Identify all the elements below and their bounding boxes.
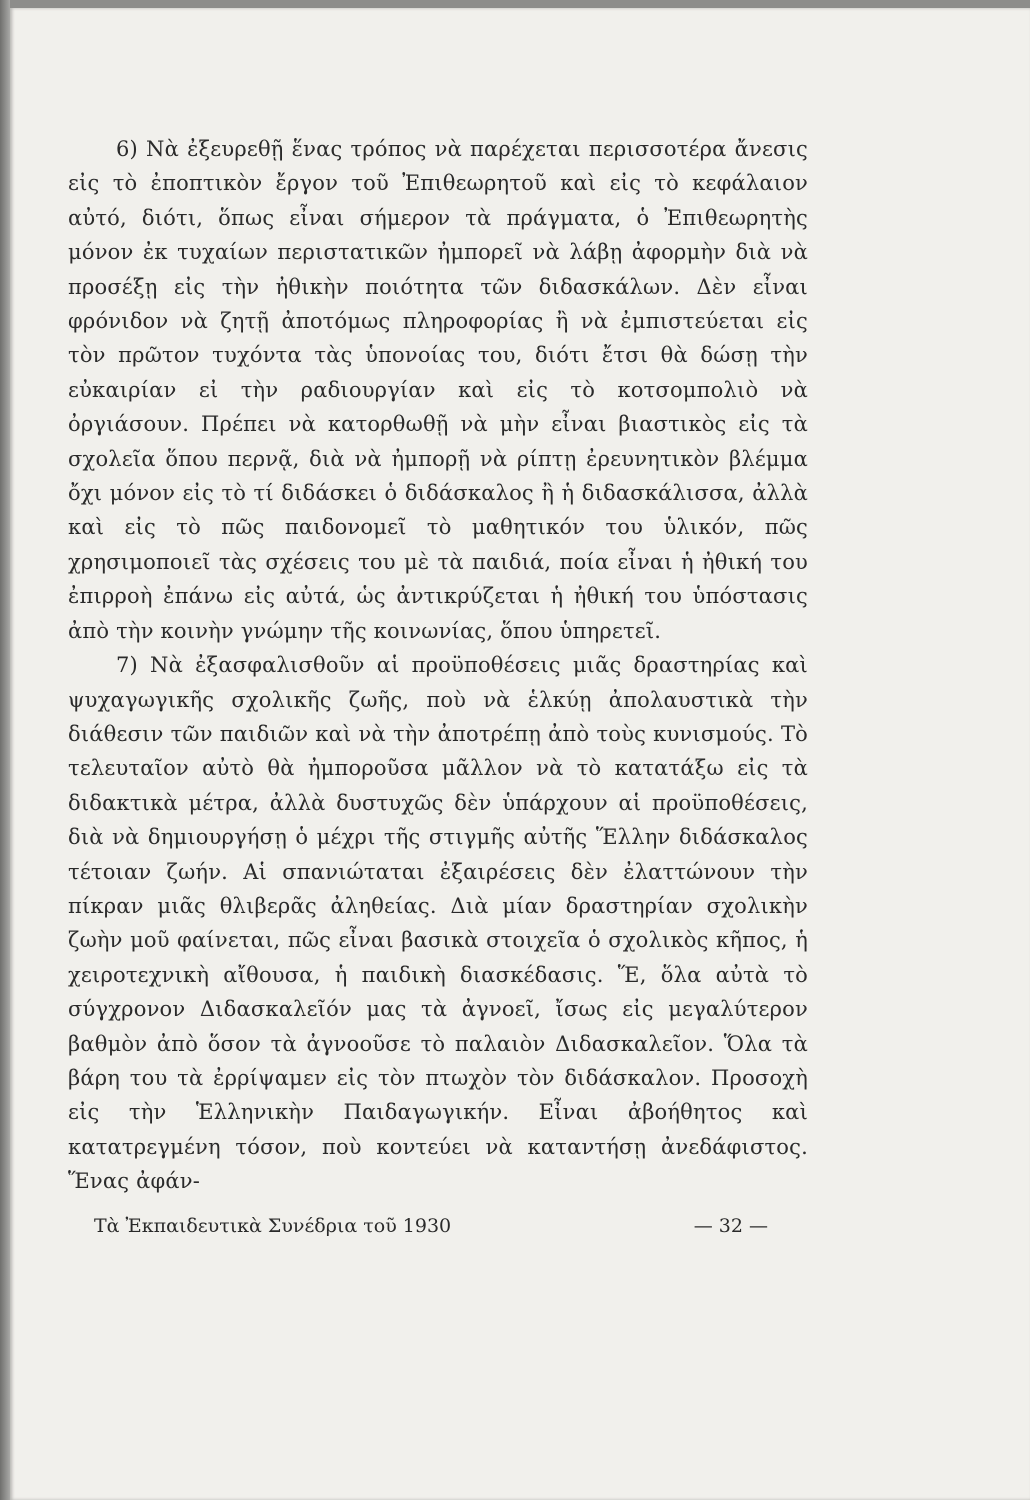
body-text bbox=[68, 132, 808, 1199]
page-footer bbox=[68, 1215, 768, 1237]
page-number: — 32 — bbox=[693, 1215, 768, 1237]
paragraph-6: 6) Νὰ ἐξευρεθῇ ἕνας τρόπος νὰ παρέχεται περισσοτέρα ἄνεσις εἰς τὸ ἐποπτικὸν ἔργον τοῦ Ἐπιθεωρητοῦ καὶ εἰς τὸ κεφάλαιον αὐτό, διότι, ὅπως εἶναι σήμερον τὰ πράγματα, ὁ Ἐπιθεωρητὴς μόνον ἐκ τυχαίων περιστατικῶν ἠμπορεῖ νὰ λάβῃ ἀφορμὴν διὰ νὰ προσέξῃ εἰς τὴν ἠθικὴν ποιότητα τῶν διδασκάλων. Δὲν εἶναι φρόνιδον νὰ ζητῇ ἀποτόμως πληροφορίας ἢ νὰ ἐμπιστεύεται εἰς τὸν πρῶτον τυχόντα τὰς ὑπονοίας του, διότι ἔτσι θὰ δώσῃ τὴν εὐκαιρίαν εἰ τὴν ραδιουργίαν καὶ εἰς τὸ κοτσομπολιὸ νὰ ὀργιάσουν. Πρέπει νὰ κατορθωθῇ νὰ μὴν εἶναι βιαστικὸς εἰς τὰ σχολεῖα ὅπου περνᾷ, διὰ νὰ ἠμπορῇ νὰ ρίπτῃ ἐρευνητικὸν βλέμμα ὄχι μόνον εἰς τὸ τί διδάσκει ὁ διδάσκαλος ἢ ἡ διδασκάλισσα, ἀλλὰ καὶ εἰς τὸ πῶς παιδονομεῖ τὸ μαθητικόν του ὑλικόν, πῶς χρησιμοποιεῖ τὰς σχέσεις του μὲ τὰ παιδιά, ποία εἶναι ἡ ἠθική του ἐπιρροὴ ἐπάνω εἰς αὐτά, ὡς ἀντικρύζεται ἡ ἠθική του ὑπόστασις ἀπὸ τὴν κοινὴν γνώμην τῆς κοινωνίας, ὅπου ὑπηρετεῖ. bbox=[68, 137, 808, 643]
scan-edge bbox=[0, 0, 10, 1500]
footer-source: Τὰ Ἐκπαιδευτικὰ Συνέδρια τοῦ 1930 bbox=[94, 1215, 452, 1237]
document-page bbox=[10, 8, 1030, 1500]
paragraph-7: 7) Νὰ ἐξασφαλισθοῦν αἱ προϋποθέσεις μιᾶς δραστηρίας καὶ ψυχαγωγικῆς σχολικῆς ζωῆς, ποὺ νὰ ἑλκύῃ ἀπολαυστικὰ τὴν διάθεσιν τῶν παιδιῶν καὶ νὰ τὴν ἀποτρέπῃ ἀπὸ τοὺς κυνισμούς. Τὸ τελευταῖον αὐτὸ θὰ ἠμποροῦσα μᾶλλον νὰ τὸ κατατάξω εἰς τὰ διδακτικὰ μέτρα, ἀλλὰ δυστυχῶς δὲν ὑπάρχουν αἱ προϋποθέσεις, διὰ νὰ δημιουργήσῃ ὁ μέχρι τῆς στιγμῆς αὐτῆς Ἕλλην διδάσκαλος τέτοιαν ζωήν. Αἱ σπανιώταται ἐξαιρέσεις δὲν ἐλαττώνουν τὴν πίκραν μιᾶς θλιβερᾶς ἀληθείας. Διὰ μίαν δραστηρίαν σχολικὴν ζωὴν μοῦ φαίνεται, πῶς εἶναι βασικὰ στοιχεῖα ὁ σχολικὸς κῆπος, ἡ χειροτεχνικὴ αἴθουσα, ἡ παιδικὴ διασκέδασις. Ἕ, ὅλα αὐτὰ τὸ σύγχρονον Διδασκαλεῖόν μας τὰ ἀγνοεῖ, ἴσως εἰς μεγαλύτερον βαθμὸν ἀπὸ ὅσον τὰ ἀγνοοῦσε τὸ παλαιὸν Διδασκαλεῖον. Ὅλα τὰ βάρη του τὰ ἐρρίψαμεν εἰς τὸν πτωχὸν τὸν διδάσκαλον. Προσοχὴ εἰς τὴν Ἑλληνικὴν Παιδαγωγικήν. Εἶναι ἀβοήθητος καὶ κατατρεγμένη τόσον, ποὺ κοντεύει νὰ καταντήσῃ ἀνεδάφιστος. Ἕνας ἀφάν- bbox=[68, 653, 808, 1194]
